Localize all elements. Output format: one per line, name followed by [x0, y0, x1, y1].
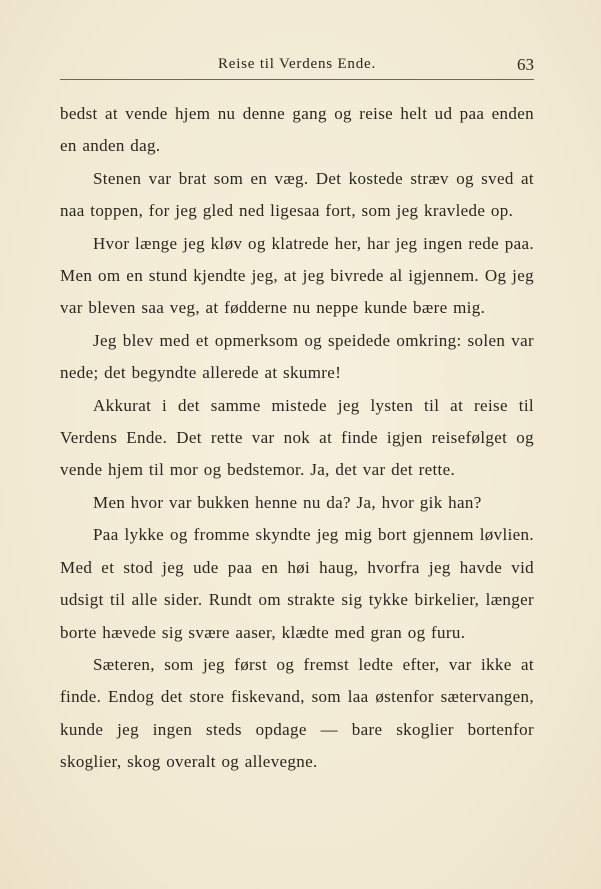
- paragraph: Hvor længe jeg kløv og klatrede her, har jeg ingen rede paa. Men om en stund kjendte jeg, at jeg bivrede al igjennem. Og jeg var bleven saa veg, at fødderne nu neppe kunde bære mig.: [60, 233, 534, 318]
- running-title: Reise til Verdens Ende.: [217, 56, 377, 72]
- page-number: 63: [517, 55, 534, 74]
- paragraph-continuation: bedst at vende hjem nu denne gang og reise helt ud paa enden en anden dag.: [60, 104, 534, 156]
- body-text: [60, 98, 534, 779]
- paragraph: Sæteren, som jeg først og fremst ledte efter, var ikke at finde. Endog det store fiskevand, som laa østenfor sætervangen, kunde jeg ingen steds opdage — bare skoglier bortenfor skoglier, skog overalt og allevegne.: [60, 654, 534, 772]
- paragraph: Stenen var brat som en væg. Det kostede stræv og sved at naa toppen, for jeg gled ned ligesaa fort, som jeg kravlede op.: [60, 168, 534, 221]
- paragraph: Jeg blev med et opmerksom og speidede omkring: solen var nede; det begyndte allerede at skumre!: [60, 330, 534, 383]
- paragraph: Akkurat i det samme mistede jeg lysten til at reise til Verdens Ende. Det rette var nok at finde igjen reisefølget og vende hjem til mor og bedstemor. Ja, det var det rette.: [60, 395, 534, 480]
- paragraph: Men hvor var bukken henne nu da? Ja, hvor gik han?: [93, 492, 482, 512]
- header-rule: [60, 79, 534, 80]
- paragraph: Paa lykke og fromme skyndte jeg mig bort gjennem løvlien. Med et stod jeg ude paa en høi haug, hvorfra jeg havde vid udsigt til alle sider. Rundt om strakte sig tykke birkelier, længer borte hævede sig svære aaser, klædte med gran og furu.: [60, 525, 534, 642]
- page-header: [60, 56, 534, 80]
